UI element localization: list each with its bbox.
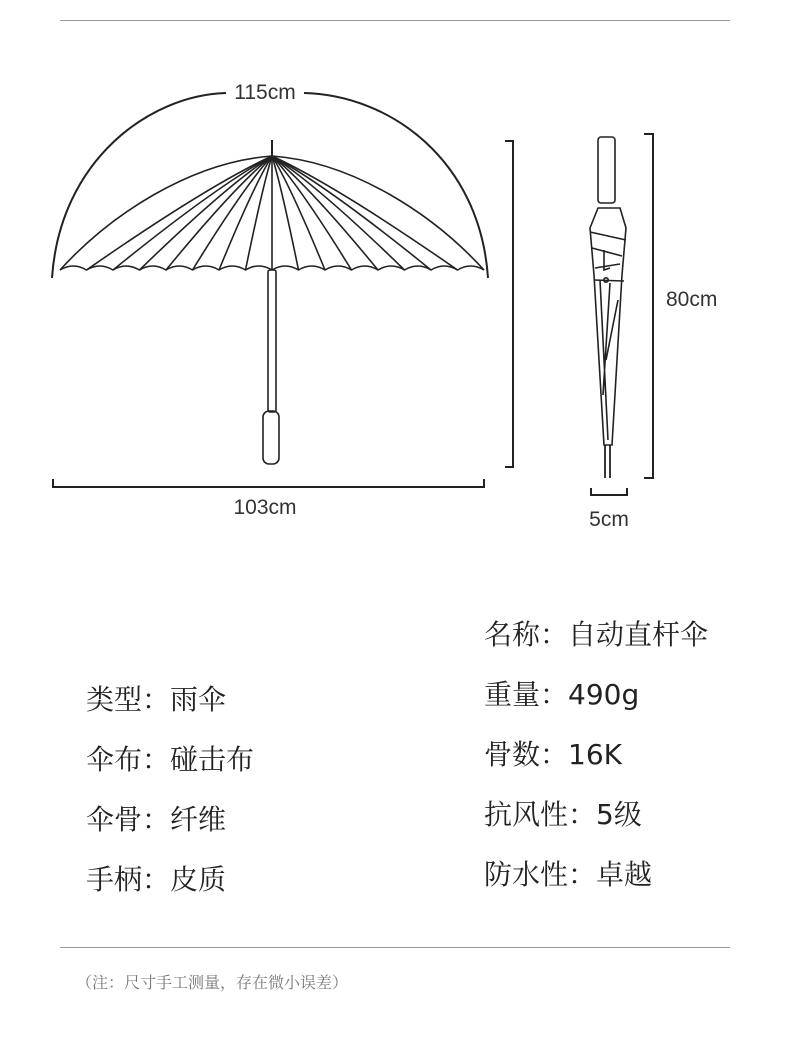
spec-frame <box>86 798 226 838</box>
canopy-rib <box>166 156 272 270</box>
folded-umbrella-icon <box>590 137 626 478</box>
canopy-rib <box>272 156 352 270</box>
spec-ribs-value: 16K <box>568 738 623 771</box>
spec-fabric-value: 碰击布 <box>170 743 255 776</box>
spec-ribs-label: 骨数： <box>484 738 569 771</box>
canopy-arc-dimension-line <box>52 93 488 278</box>
footnote: （注：尺寸手工测量，存在微小误差） <box>76 973 349 992</box>
spec-frame-label: 伞骨： <box>86 803 171 836</box>
canopy-width-label: 103cm <box>233 496 297 519</box>
folded-diameter-dimension-line <box>591 488 627 495</box>
spec-ribs <box>484 733 622 773</box>
spec-wind-resistance-label: 抗风性： <box>484 798 597 831</box>
spec-name <box>484 613 708 653</box>
spec-fabric <box>86 738 254 778</box>
spec-frame-value: 纤维 <box>170 803 227 836</box>
folded-length-dimension-line <box>644 134 653 478</box>
bottom-divider <box>60 947 730 948</box>
canopy-rib <box>193 156 273 270</box>
canopy-rib <box>272 156 325 270</box>
spec-weight-value: 490g <box>568 678 640 711</box>
spec-fabric-label: 伞布： <box>86 743 171 776</box>
spec-wind-resistance <box>484 793 642 833</box>
canopy-arc-label: 115cm <box>234 81 296 104</box>
spec-waterproof-value: 卓越 <box>596 858 653 891</box>
canopy-rib <box>272 156 378 270</box>
spec-type-value: 雨伞 <box>170 683 227 716</box>
spec-waterproof <box>484 853 652 893</box>
spec-waterproof-label: 防水性： <box>484 858 597 891</box>
spec-handle <box>86 858 226 898</box>
spec-type <box>86 678 226 718</box>
umbrella-shaft <box>263 270 279 464</box>
canopy-rib <box>272 156 299 270</box>
spec-handle-value: 皮质 <box>170 863 227 896</box>
spec-weight-label: 重量： <box>484 678 569 711</box>
folded-length-label: 80cm <box>666 288 718 311</box>
canopy-rib <box>219 156 272 270</box>
spec-name-label: 名称： <box>484 618 569 651</box>
open-height-bracket <box>505 141 513 467</box>
spec-wind-resistance-value: 5级 <box>596 798 642 831</box>
canopy-rib <box>246 156 273 270</box>
folded-diameter-label: 5cm <box>589 508 629 531</box>
spec-name-value: 自动直杆伞 <box>568 618 709 651</box>
spec-handle-label: 手柄： <box>86 863 171 896</box>
open-umbrella-icon <box>60 140 484 270</box>
spec-type-label: 类型： <box>86 683 171 716</box>
canopy-width-dimension-line <box>53 479 484 488</box>
spec-weight <box>484 673 639 713</box>
